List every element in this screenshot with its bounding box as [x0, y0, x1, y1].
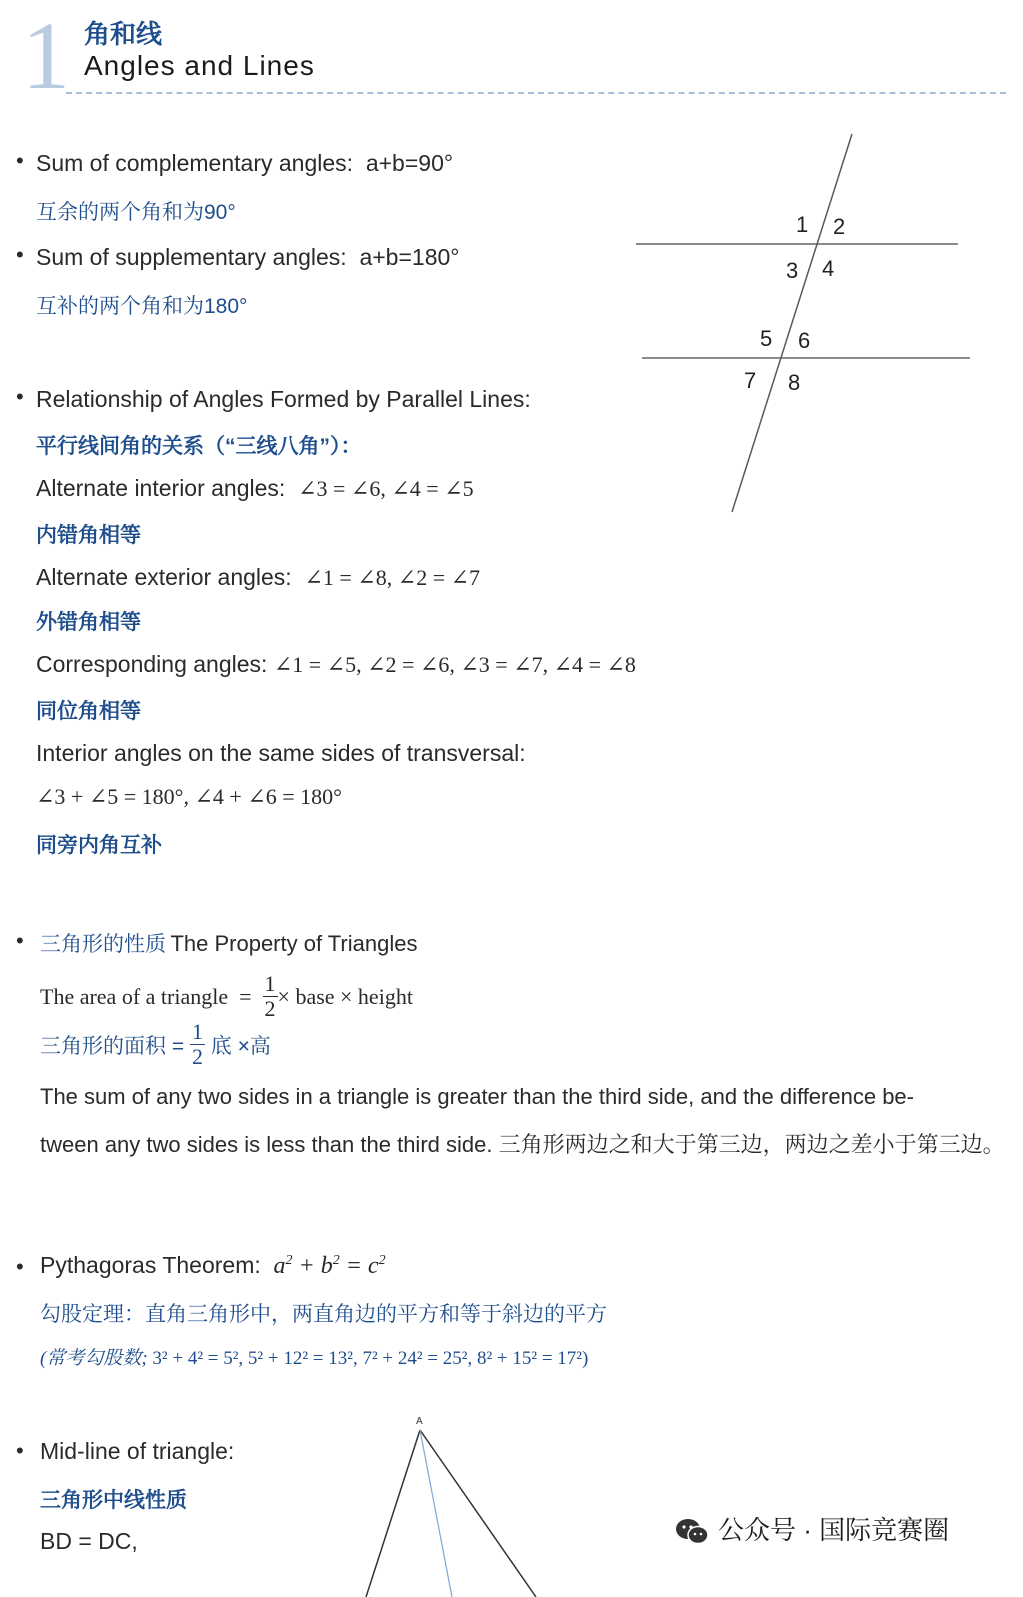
angle-label-6: 6 — [798, 328, 811, 353]
midline-cn: 三角形中线性质 — [40, 1489, 187, 1512]
angle-label-7: 7 — [744, 368, 757, 393]
bullet: • — [16, 242, 24, 267]
transversal-line — [732, 134, 852, 512]
alt-interior-text: Alternate interior angles: ∠3 = ∠6, ∠4 = ∠5 — [36, 475, 474, 501]
supplementary-formula: a+b=180° — [359, 244, 460, 270]
triangle-area-cn: 三角形的面积 = $\frac{1}{2}$ 底 ×高 — [40, 1019, 271, 1069]
angle-label-1: 1 — [796, 212, 809, 237]
bullet: • — [16, 1254, 24, 1279]
alt-exterior-text: Alternate exterior angles: ∠1 = ∠8, ∠2 = ∠7 — [36, 564, 481, 590]
complementary-formula: a+b=90° — [365, 150, 454, 176]
fraction-half: $\frac{1}{2}$ — [264, 971, 276, 1021]
pythagoras-formula: $a^2 + b^2 = c^2$ — [273, 1253, 386, 1279]
interior-same-text: Interior angles on the same sides of transversal: — [36, 740, 526, 766]
watermark: 公众号 · 国际竞赛圈 — [668, 1508, 955, 1549]
bullet: • — [16, 1438, 24, 1463]
angle-label-2: 2 — [833, 214, 846, 239]
triangle-heading: 三角形的性质 The Property of Triangles — [40, 931, 418, 956]
bullet: • — [16, 148, 24, 173]
bullet: • — [16, 928, 24, 953]
supplementary-cn: 互补的两个角和为180° — [36, 295, 248, 318]
angle-label-3: 3 — [786, 258, 799, 283]
triangle-sides-line1: The sum of any two sides in a triangle is greater than the third side, and the difference be- — [40, 1084, 914, 1109]
bullet: • — [16, 384, 24, 409]
section-title-cn: 角和线 — [84, 19, 163, 49]
pythagoras-heading: Pythagoras Theorem: $a^2 + b^2 = c^2$ — [40, 1252, 386, 1279]
angle-label-5: 5 — [760, 326, 773, 351]
section-number: 1 — [22, 2, 70, 109]
triangle-side-left — [366, 1430, 420, 1597]
pythagoras-cn: 勾股定理：直角三角形中，两直角边的平方和等于斜边的平方 — [40, 1303, 607, 1326]
alt-exterior-formula: ∠1 = ∠8, ∠2 = ∠7 — [304, 565, 481, 590]
parallel-lines-diagram — [620, 120, 980, 520]
supplementary-text: Sum of supplementary angles: a+b=180° — [36, 244, 460, 270]
vertex-label-a: A — [416, 1416, 423, 1427]
triangle-side-right — [420, 1430, 536, 1597]
alt-interior-formula: ∠3 = ∠6, ∠4 = ∠5 — [298, 476, 474, 501]
wechat-icon — [674, 1517, 710, 1547]
midline-formula: BD = DC, — [40, 1528, 138, 1554]
corresponding-text: Corresponding angles: ∠1 = ∠5, ∠2 = ∠6, ∠3 = ∠7, ∠4 = ∠8 — [36, 651, 636, 677]
corresponding-cn: 同位角相等 — [36, 700, 141, 723]
alt-interior-cn: 内错角相等 — [36, 524, 141, 547]
parallel-heading: Relationship of Angles Formed by Parallel Lines: — [36, 386, 531, 412]
pythagoras-common-triples: (常考勾股数; 3² + 4² = 5², 5² + 12² = 13², 7² + 24² = 25², 8² + 15² = 17²) — [40, 1348, 589, 1369]
interior-same-cn: 同旁内角互补 — [36, 834, 162, 857]
angle-label-4: 4 — [822, 256, 835, 281]
complementary-cn: 互余的两个角和为90° — [36, 201, 236, 224]
midline-heading: Mid-line of triangle: — [40, 1438, 235, 1464]
triangle-sides-line2: tween any two sides is less than the third side. 三角形两边之和大于第三边，两边之差小于第三边。 — [40, 1132, 1005, 1157]
parallel-heading-cn: 平行线间角的关系（“三线八角”）： — [36, 435, 362, 458]
interior-same-formula: ∠3 + ∠5 = 180°, ∠4 + ∠6 = 180° — [36, 784, 342, 809]
section-title-en: Angles and Lines — [84, 50, 315, 81]
alt-exterior-cn: 外错角相等 — [36, 611, 141, 634]
fraction-half-cn: $\frac{1}{2}$ — [191, 1019, 203, 1069]
triangle-diagram — [330, 1410, 570, 1597]
triangle-median — [420, 1430, 452, 1597]
triangle-area-en: The area of a triangle = $\frac{1}{2}$ × base × height — [40, 971, 413, 1021]
angle-label-8: 8 — [788, 370, 801, 395]
corresponding-formula: ∠1 = ∠5, ∠2 = ∠6, ∠3 = ∠7, ∠4 = ∠8 — [273, 652, 636, 677]
header-divider — [66, 92, 1006, 94]
complementary-text: Sum of complementary angles: a+b=90° — [36, 150, 454, 176]
